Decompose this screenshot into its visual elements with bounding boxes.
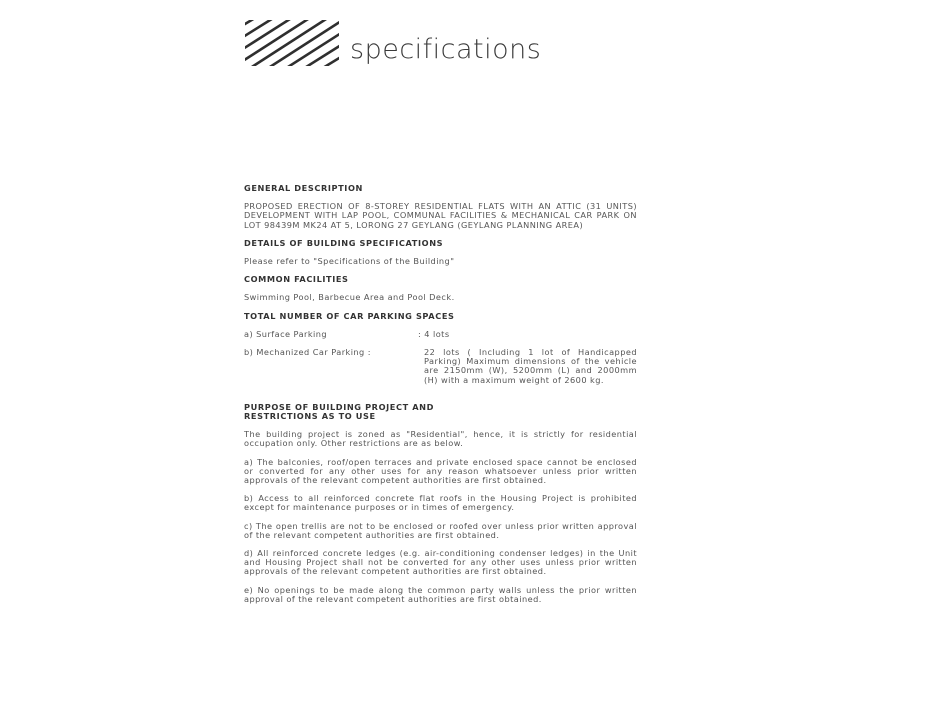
restriction-c-text: c) The open trellis are not to be enclosed or roofed over unless prior written approval of the relevant competent authorities are first obtained. — [244, 520, 637, 540]
general-description-text: PROPOSED ERECTION OF 8-STOREY RESIDENTIAL FLATS WITH AN ATTIC (31 UNITS) DEVELOPMENT WITH LAP POOL, COMMUNAL FACILITIES & MECHANICAL CAR PARK ON LOT 98439M MK24 AT 5, LORONG 27 GEYLANG (GEYLANG PLANNING AREA) — [244, 201, 637, 230]
restriction-d-text: d) All reinforced concrete ledges (e.g. air-conditioning condenser ledges) in the Unit and Housing Project shall not be converted for any other uses unless prior written approvals of the relevant competent authorities are first obtained. — [244, 548, 637, 577]
general-description-heading: GENERAL DESCRIPTION — [244, 183, 363, 193]
building-specifications-heading: DETAILS OF BUILDING SPECIFICATIONS — [244, 237, 444, 248]
mechanized-parking-value: 22 lots ( Including 1 lot of Handicapped Parking) Maximum dimensions of the vehicle are 2150mm (W), 5200mm (L) and 2000mm (H) with a maximum weight of 2600 kg. — [424, 347, 637, 385]
page-title: specifications — [350, 34, 542, 65]
car-parking-heading: TOTAL NUMBER OF CAR PARKING SPACES — [244, 310, 455, 321]
surface-parking-label: a) Surface Parking — [244, 328, 328, 339]
restriction-e-text: e) No openings to be made along the common party walls unless the prior written approval of the relevant competent authorities are first obtained. — [244, 584, 637, 604]
mechanized-parking-row — [244, 348, 637, 385]
hatch-logo-icon — [245, 20, 339, 66]
purpose-heading-line2: RESTRICTIONS AS TO USE — [244, 411, 376, 422]
surface-parking-row — [244, 330, 637, 339]
purpose-heading-line1: PURPOSE OF BUILDING PROJECT AND — [244, 401, 435, 412]
restriction-b-text: b) Access to all reinforced concrete flat roofs in the Housing Project is prohibited except for maintenance purposes or in times of emergency. — [244, 493, 637, 513]
mechanized-parking-label: b) Mechanized Car Parking : — [244, 347, 371, 358]
specifications-content — [244, 184, 637, 604]
common-facilities-text: Swimming Pool, Barbecue Area and Pool Deck. — [244, 292, 455, 303]
purpose-intro-text: The building project is zoned as "Residential", hence, it is strictly for residential occupation only. Other restrictions are as below. — [244, 429, 637, 449]
common-facilities-heading: COMMON FACILITIES — [244, 274, 349, 285]
surface-parking-value: : 4 lots — [418, 328, 450, 339]
building-specifications-text: Please refer to "Specifications of the Building" — [244, 256, 455, 267]
restriction-a-text: a) The balconies, roof/open terraces and private enclosed space cannot be enclosed or converted for any other uses for any reason whatsoever unless prior written approvals of the relevant competent authorities are first obtained. — [244, 456, 637, 486]
